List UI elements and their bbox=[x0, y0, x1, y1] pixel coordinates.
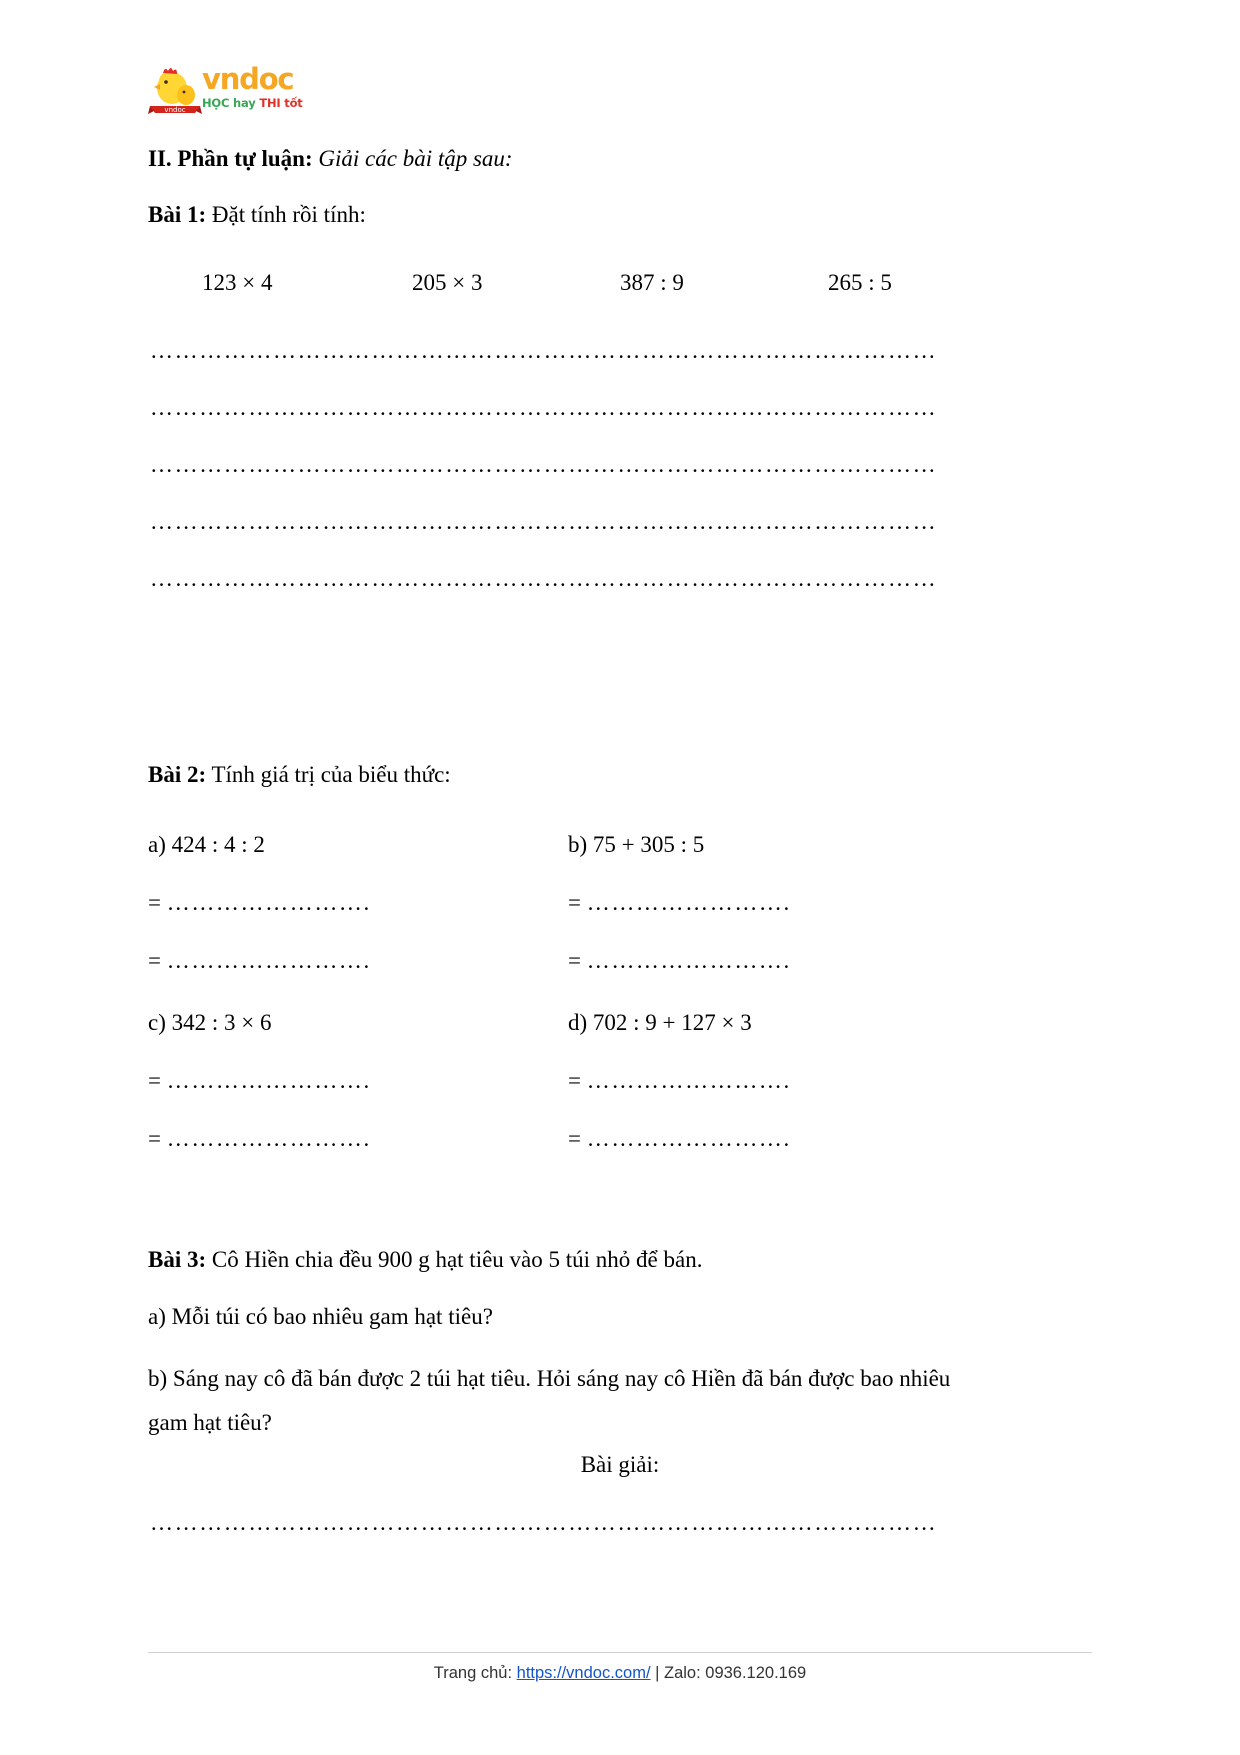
bai2-expression-a: a) 424 : 4 : 2 bbox=[148, 832, 265, 857]
bai1-answer-line-3[interactable]: …………………………………………………………………………………… bbox=[150, 452, 938, 477]
bai1-problem-1: 123 × 4 bbox=[202, 270, 273, 295]
footer-suffix: | Zalo: 0936.120.169 bbox=[650, 1664, 807, 1682]
bai2-d-answer-line-2[interactable] bbox=[568, 1126, 791, 1152]
answer-dots: ……………………. bbox=[166, 948, 371, 973]
footer-homepage-link[interactable]: https://vndoc.com/ bbox=[516, 1664, 651, 1682]
bai1-prompt: Đặt tính rồi tính: bbox=[211, 202, 366, 227]
bai2-b-answer-line-1[interactable] bbox=[568, 890, 791, 916]
equals-sign: = bbox=[568, 890, 581, 915]
bai1-label: Bài 1: bbox=[148, 202, 207, 227]
answer-dots: ……………………. bbox=[586, 948, 791, 973]
vndoc-logo bbox=[148, 62, 308, 120]
bai3-label: Bài 3: bbox=[148, 1247, 207, 1272]
bai1-problem-3: 387 : 9 bbox=[620, 270, 684, 295]
equals-sign: = bbox=[148, 1126, 161, 1151]
logo-tagline: HỌC hay THI tốt bbox=[202, 96, 303, 110]
bai2-c-answer-line-1[interactable] bbox=[148, 1068, 371, 1094]
section-instruction: Giải các bài tập sau: bbox=[318, 146, 513, 171]
equals-sign: = bbox=[148, 890, 161, 915]
bai2-b-answer-line-2[interactable] bbox=[568, 948, 791, 974]
footer-prefix: Trang chủ: bbox=[433, 1664, 517, 1682]
equals-sign: = bbox=[568, 1068, 581, 1093]
answer-dots: ……………………. bbox=[586, 1126, 791, 1151]
bai1-problem-4: 265 : 5 bbox=[828, 270, 892, 295]
bai2-c-answer-line-2[interactable] bbox=[148, 1126, 371, 1152]
bai3-answer-line[interactable]: …………………………………………………………………………………… bbox=[150, 1510, 938, 1535]
equals-sign: = bbox=[568, 948, 581, 973]
equals-sign: = bbox=[148, 948, 161, 973]
logo-wordmark: vndoc bbox=[202, 62, 294, 96]
answer-dots: ……………………. bbox=[166, 890, 371, 915]
bai1-heading bbox=[148, 200, 366, 230]
bai1-answer-line-1[interactable]: …………………………………………………………………………………… bbox=[150, 338, 938, 363]
answer-dots: ……………………. bbox=[586, 890, 791, 915]
answer-dots: ……………………. bbox=[586, 1068, 791, 1093]
bai2-expression-d: d) 702 : 9 + 127 × 3 bbox=[568, 1010, 752, 1035]
bai3-question-a: a) Mỗi túi có bao nhiêu gam hạt tiêu? bbox=[148, 1304, 493, 1329]
bai1-answer-line-2[interactable]: …………………………………………………………………………………… bbox=[150, 395, 938, 420]
section-label: II. Phần tự luận: bbox=[148, 146, 313, 171]
section-heading bbox=[148, 144, 513, 174]
bai2-d-answer-line-1[interactable] bbox=[568, 1068, 791, 1094]
bai1-answer-line-4[interactable]: …………………………………………………………………………………… bbox=[150, 509, 938, 534]
bai3-solution-heading: Bài giải: bbox=[580, 1452, 660, 1477]
bai3-heading bbox=[148, 1245, 702, 1275]
bai2-a-answer-line-2[interactable] bbox=[148, 948, 371, 974]
bai1-problem-2: 205 × 3 bbox=[412, 270, 483, 295]
footer-divider bbox=[148, 1652, 1092, 1653]
svg-text:vndoc: vndoc bbox=[164, 106, 186, 114]
bai3-question-b: b) Sáng nay cô đã bán được 2 túi hạt tiêu. Hỏi sáng nay cô Hiền đã bán được bao nhiêu gam hạt tiêu? bbox=[148, 1366, 951, 1435]
bai2-expression-b: b) 75 + 305 : 5 bbox=[568, 832, 705, 857]
bai2-label: Bài 2: bbox=[148, 762, 207, 787]
answer-dots: ……………………. bbox=[166, 1126, 371, 1151]
equals-sign: = bbox=[568, 1126, 581, 1151]
equals-sign: = bbox=[148, 1068, 161, 1093]
bai2-a-answer-line-1[interactable] bbox=[148, 890, 371, 916]
footer bbox=[0, 1662, 1240, 1684]
answer-dots: ……………………. bbox=[166, 1068, 371, 1093]
chicken-logo-icon bbox=[148, 62, 202, 118]
bai2-expression-c: c) 342 : 3 × 6 bbox=[148, 1010, 272, 1035]
bai2-heading bbox=[148, 760, 451, 790]
bai1-answer-line-5[interactable]: …………………………………………………………………………………… bbox=[150, 566, 938, 591]
bai3-prompt: Cô Hiền chia đều 900 g hạt tiêu vào 5 túi nhỏ để bán. bbox=[211, 1247, 703, 1272]
bai2-prompt: Tính giá trị của biểu thức: bbox=[211, 762, 451, 787]
